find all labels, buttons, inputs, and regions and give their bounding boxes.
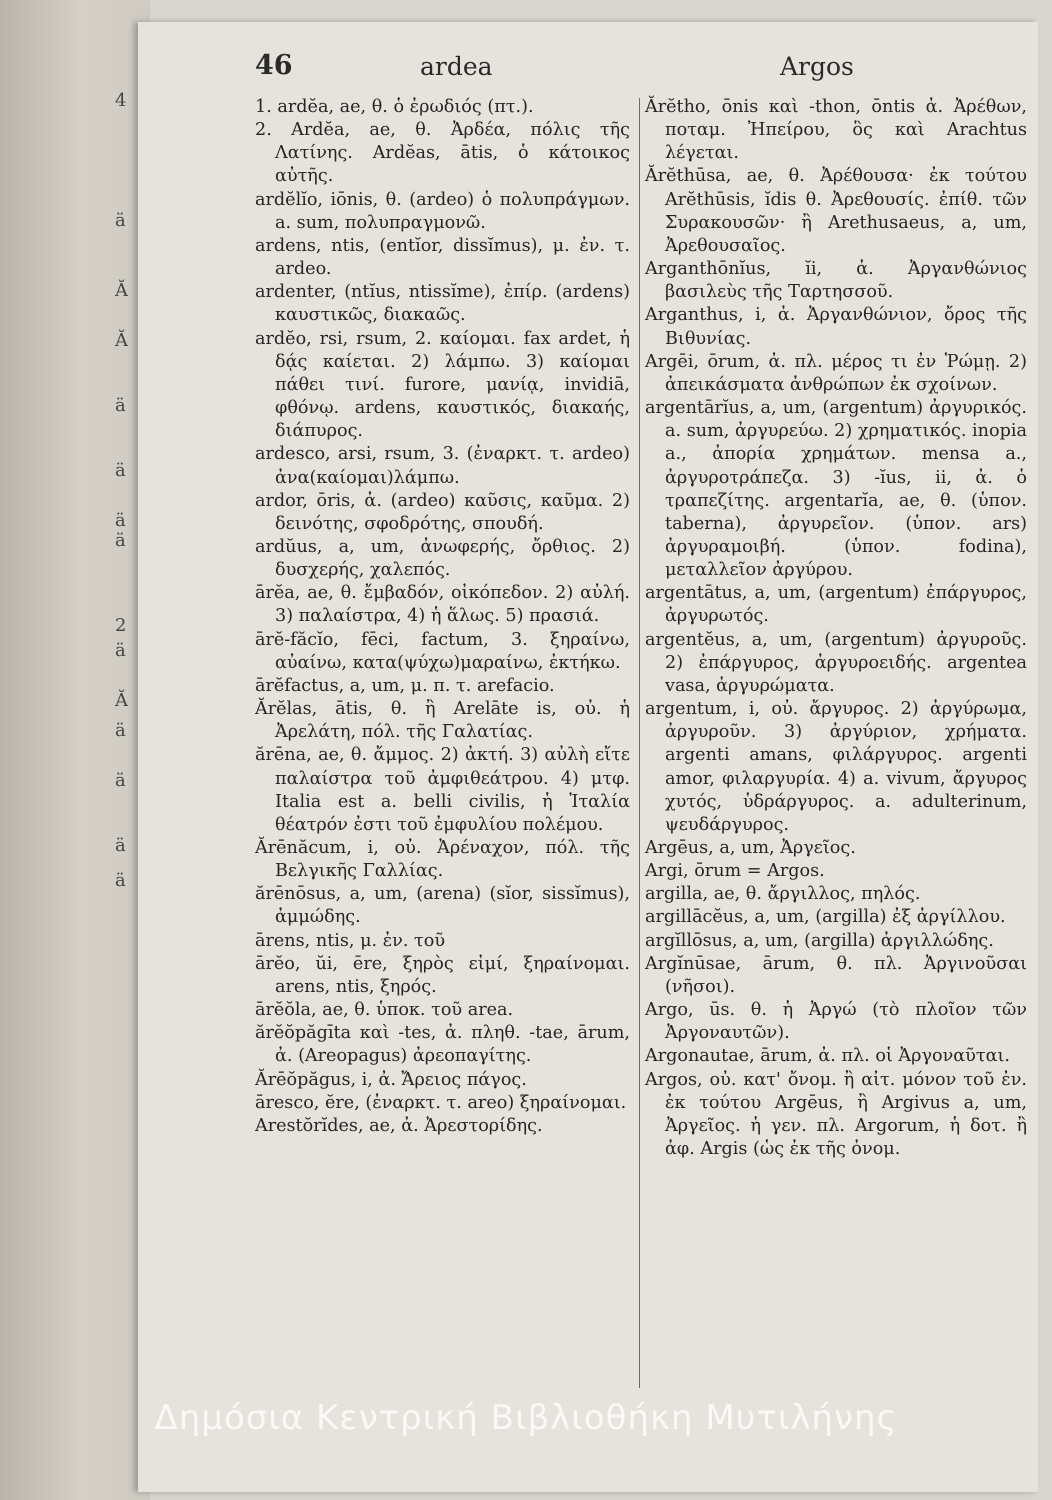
margin-mark: 2 — [115, 615, 127, 636]
dictionary-entry: Ărĕlas, ātis, θ. ἢ Arelāte is, οὐ. ἡ Ἀρελάτη, πόλ. τῆς Γαλατίας. — [255, 699, 630, 743]
margin-mark: ä — [115, 720, 126, 741]
dictionary-entry: Argi, ōrum = Argos. — [645, 861, 825, 882]
dictionary-entry: 1. ardĕa, ae, θ. ὁ ἐρωδιός (πτ.). — [255, 97, 534, 117]
dictionary-entry: ārĕ-făcĭo, fēci, factum, 3. ξηραίνω, αὐαίνω, κατα(ψύχω)μαραίνω, ἐκτήκω. — [255, 629, 630, 673]
dictionary-entry: ardor, ōris, ἀ. (ardeo) καῦσις, καῦμα. 2) δεινότης, σφοδρότης, σπουδή. — [255, 490, 630, 534]
dictionary-entry: argillācĕus, a, um, (argilla) ἐξ ἀργίλλου. — [645, 907, 1006, 928]
margin-mark: ä — [115, 530, 126, 551]
dictionary-entry: Ărĕthūsa, ae, θ. Ἀρέθουσα· ἐκ τούτου Arĕthūsis, ĭdis θ. Ἀρεθουσίς. ἐπίθ. τῶν Συρακουσῶν· ἢ Arethusaeus, a, um, Ἀρεθουσαῖος. — [645, 166, 1027, 256]
dictionary-entry: ărĕŏpăgīta καὶ -tes, ἀ. πληθ. -tae, ārum, ἀ. (Areopagus) ἀρεοπαγίτης. — [255, 1023, 630, 1067]
dictionary-entry: Arganthōnĭus, ĭi, ἀ. Ἀργανθώνιος βασιλεὺς τῆς Ταρτησσοῦ. — [645, 259, 1027, 303]
margin-mark: 4 — [115, 90, 127, 111]
dictionary-entry: ārĕŏla, ae, θ. ὑποκ. τοῦ area. — [255, 1000, 514, 1021]
dictionary-entry: Ărĕtho, ōnis καὶ -thon, ōntis ἀ. Ἀρέθων, ποταμ. Ἠπείρου, ὃς καὶ Arachtus λέγεται. — [645, 97, 1027, 164]
dictionary-entry: ardenter, (ntĭus, ntissĭme), ἐπίρ. (ardens) καυστικῶς, διακαῶς. — [255, 282, 630, 326]
left-column — [255, 96, 630, 1138]
dictionary-entry: argentārĭus, a, um, (argentum) ἀργυρικός. a. sum, ἀργυρεύω. 2) χρηματικός. inopia a., ἀπορία χρημάτων. mensa a., ἀργυροτράπεζα. 3) -ĭus, ii, ἀ. ὁ τραπεζίτης. argentarĭa, ae, θ. (ὑπον. taberna), ἀργυρεῖον. (ὑπον. ars) ἀργυραμοιβή. (ὑπον. fodina), μεταλλεῖον ἀργύρου. — [645, 398, 1027, 581]
margin-mark: Ă — [115, 330, 128, 351]
margin-mark: Ă — [115, 690, 128, 711]
margin-mark: ä — [115, 870, 126, 891]
dictionary-entry: ārens, ntis, μ. ἐν. τοῦ — [255, 930, 446, 951]
dictionary-entry: Argonautae, ārum, ἀ. πλ. οἱ Ἀργοναῦται. — [645, 1046, 1010, 1067]
dictionary-entry: ardĕlĭo, iōnis, θ. (ardeo) ὁ πολυπράγμων. a. sum, πολυπραγμονῶ. — [255, 189, 630, 233]
column-divider — [639, 98, 640, 1388]
margin-marks — [105, 90, 145, 1390]
running-header — [255, 50, 1025, 90]
dictionary-entry: 2. Ardĕa, ae, θ. Ἀρδέα, πόλις τῆς Λατίνης. Ardĕas, ātis, ὁ κάτοικος αὐτῆς. — [255, 120, 630, 187]
dictionary-entry: Argēi, ōrum, ἀ. πλ. μέρος τι ἐν Ῥώμῃ. 2) ἀπεικάσματα ἀνθρώπων ἐκ σχοίνων. — [645, 351, 1027, 395]
library-watermark: Δημόσια Κεντρική Βιβλιοθήκη Μυτιλήνης — [154, 1398, 898, 1438]
dictionary-entry: ārĕfactus, a, um, μ. π. τ. arefacio. — [255, 675, 555, 696]
margin-mark: Ă — [115, 280, 128, 301]
dictionary-entry: ārĕo, ŭi, ēre, ξηρὸς εἰμί, ξηραίνομαι. arens, ntis, ξηρός. — [255, 953, 630, 997]
dictionary-entry: argentātus, a, um, (argentum) ἐπάργυρος, ἀργυρωτός. — [645, 583, 1027, 627]
left-guide-word: ardea — [420, 52, 493, 81]
dictionary-entry: Argos, οὐ. κατ' ὄνομ. ἢ αἰτ. μόνον τοῦ ἐν. ἐκ τούτου Argēus, ἢ Argivus a, um, Ἀργεῖος. ἡ γεν. πλ. Argorum, ἡ δοτ. ἢ ἀφ. Argis (ὡς ἐκ τῆς ὀνομ. — [645, 1069, 1027, 1160]
dictionary-entry: ārĕa, ae, θ. ἔμβαδόν, οἰκόπεδον. 2) αὐλή. 3) παλαίστρα, 4) ἡ ἅλως. 5) πρασιά. — [255, 583, 630, 627]
right-guide-word: Argos — [780, 52, 854, 81]
dictionary-entry: ărēna, ae, θ. ἄμμος. 2) ἀκτή. 3) αὐλὴ εἴτε παλαίστρα τοῦ ἀμφιθεάτρου. 4) μτφ. Italia est a. belli civilis, ἡ Ἰταλία θέατρόν ἐστι τοῦ ἐμφυλίου πολέμου. — [255, 745, 630, 835]
dictionary-entry: argentum, i, οὐ. ἄργυρος. 2) ἀργύρωμα, ἀργυροῦν. 3) ἀργύριον, χρήματα. argenti amans, φιλάργυρος. argenti amor, φιλαργυρία. 4) a. vivum, ἄργυρος χυτός, ὑδράργυρος. a. adulterinum, ψευδάργυρος. — [645, 699, 1027, 835]
margin-mark: ä — [115, 395, 126, 416]
dictionary-entry: Arganthus, i, ἀ. Ἀργανθώνιον, ὄρος τῆς Βιθυνίας. — [645, 305, 1027, 349]
dictionary-entry: Ărēŏpăgus, i, ἀ. Ἄρειος πάγος. — [255, 1069, 527, 1090]
dictionary-entry: ardens, ntis, (entĭor, dissĭmus), μ. ἐν. τ. ardeo. — [255, 235, 630, 280]
right-column — [645, 96, 1027, 1161]
dictionary-entry: Ărēnăcum, i, οὐ. Ἀρέναχον, πόλ. τῆς Βελγικῆς Γαλλίας. — [255, 838, 630, 882]
margin-mark: ä — [115, 640, 126, 661]
dictionary-entry: Arestŏrĭdes, ae, ἀ. Ἀρεστορίδης. — [255, 1115, 543, 1136]
margin-mark: ä — [115, 835, 126, 856]
dictionary-entry: Argēus, a, um, Ἀργεῖος. — [645, 838, 856, 858]
dictionary-entry: argilla, ae, θ. ἄργιλλος, πηλός. — [645, 884, 921, 905]
dictionary-entry: āresco, ĕre, (ἐναρκτ. τ. areo) ξηραίνομαι. — [255, 1092, 627, 1113]
margin-mark: ä — [115, 510, 126, 531]
margin-mark: ä — [115, 770, 126, 791]
dictionary-entry: ărēnōsus, a, um, (arena) (sĭor, sissĭmus), ἀμμώδης. — [255, 884, 630, 928]
margin-mark: ä — [115, 210, 126, 231]
dictionary-entry: ardĕo, rsi, rsum, 2. καίομαι. fax ardet, ἡ δᾴς καίεται. 2) λάμπω. 3) καίομαι πάθει τινί. furore, μανίᾳ, invidiā, φθόνῳ. ardens, καυστικός, διακαής, διάπυρος. — [255, 328, 630, 442]
margin-mark: ä — [115, 460, 126, 481]
page-number: 46 — [255, 50, 293, 81]
dictionary-entry: argentĕus, a, um, (argentum) ἀργυροῦς. 2) ἐπάργυρος, ἀργυροειδής. argentea vasa, ἀργυρώματα. — [645, 629, 1027, 696]
dictionary-entry: Argĭnūsae, ārum, θ. πλ. Ἀργινοῦσαι (νῆσοι). — [645, 953, 1027, 997]
dictionary-entry: ardŭus, a, um, ἀνωφερής, ὄρθιος. 2) δυσχερής, χαλεπός. — [255, 536, 630, 581]
dictionary-entry: argĭllōsus, a, um, (argilla) ἀργιλλώδης. — [645, 930, 994, 951]
dictionary-entry: Argo, ūs. θ. ἡ Ἀργώ (τὸ πλοῖον τῶν Ἀργοναυτῶν). — [645, 1000, 1027, 1044]
dictionary-entry: ardesco, arsi, rsum, 3. (ἐναρκτ. τ. ardeo) ἀνα(καίομαι)λάμπω. — [255, 444, 630, 488]
